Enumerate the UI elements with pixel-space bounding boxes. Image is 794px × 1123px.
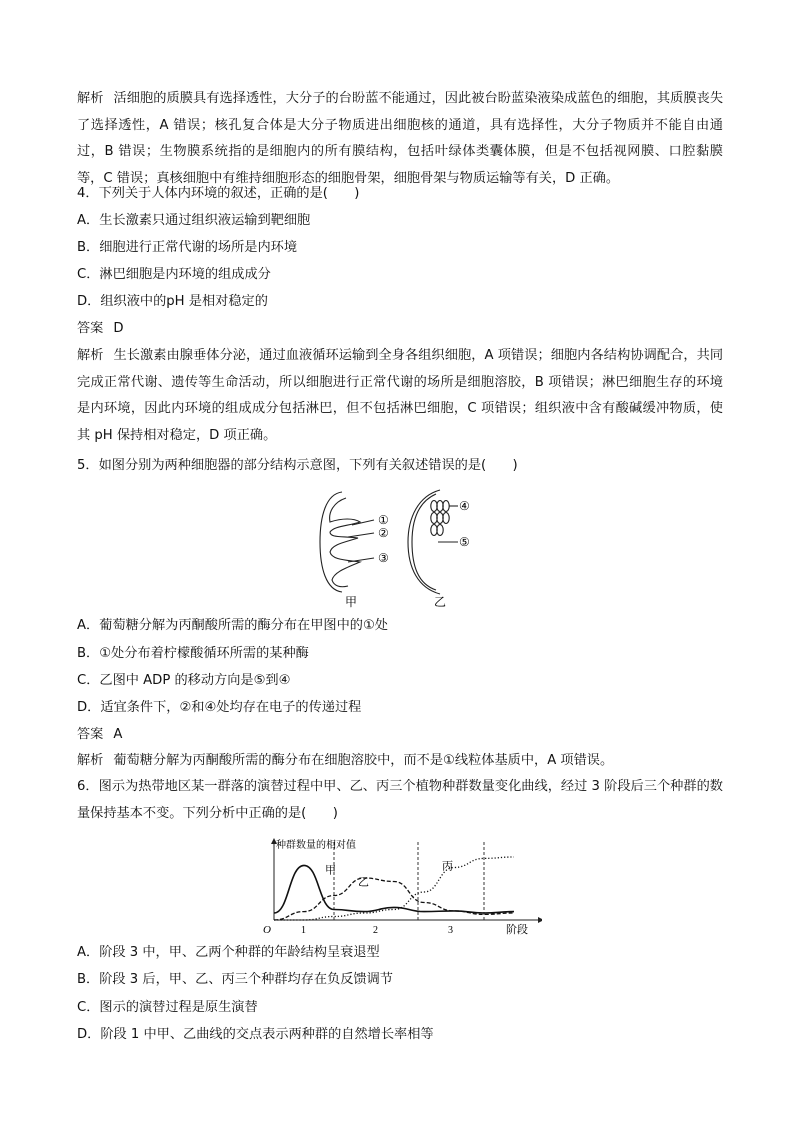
analysis-text: 葡萄糖分解为丙酮酸所需的酶分布在细胞溶胶中，而不是①线粒体基质中，A 项错误。 (113, 753, 614, 768)
chloroplast-figure (408, 490, 458, 594)
figure-label-jia: 甲 (345, 595, 358, 609)
x-tick-label: 2 (373, 925, 378, 936)
origin-label: O (263, 924, 271, 936)
q4-option-c: C．淋巴细胞是内环境的组成成分 (77, 267, 271, 282)
q5-option-c: C．乙图中 ADP 的移动方向是⑤到④ (77, 673, 291, 688)
series-label: 乙 (358, 876, 369, 889)
analysis-text: 生长激素由腺垂体分泌，通过血液循环运输到全身各组织细胞，A 项错误；细胞内各结构协调配合，共同完成正常代谢、遗传等生命活动，所以细胞进行正常代谢的场所是细胞溶胶，B 项错误；淋巴细胞生存的环境是内环境，因此内环境的组成成分包括淋巴，但不包括淋巴细胞，C 项错误；组织液中含有酸碱缓冲物质，使其 pH 保持相对稳定，D 项正确。 (77, 348, 724, 443)
mark-5: ⑤ (459, 535, 470, 549)
question-4-stem: 4．下列关于人体内环境的叙述，正确的是( ) (77, 186, 360, 201)
q6-option-b: B．阶段 3 后，甲、乙、丙三个种群均存在负反馈调节 (77, 972, 393, 987)
y-axis-label: 种群数量的相对值 (276, 840, 356, 851)
succession-chart (262, 834, 542, 940)
series-line-1 (274, 878, 514, 920)
q6-option-a: A．阶段 3 中，甲、乙两个种群的年龄结构呈衰退型 (77, 945, 380, 960)
mark-1: ① (378, 513, 389, 527)
analysis-paragraph-q4 (77, 343, 723, 449)
mark-2: ② (378, 526, 389, 540)
question-6-stem: 6．图示为热带地区某一群落的演替过程中甲、乙、丙三个植物种群数量变化曲线，经过 3 阶段后三个种群的数量保持基本不变。下列分析中正确的是( ) (77, 779, 723, 821)
mark-3: ③ (378, 551, 389, 565)
q4-option-d: D．组织液中的pH 是相对稳定的 (77, 294, 268, 309)
series-label: 丙 (442, 860, 453, 873)
analysis-label: 解析 (77, 753, 104, 768)
analysis-paragraph-q3 (77, 86, 723, 192)
q4-answer (77, 316, 723, 343)
organelle-diagram (318, 486, 488, 610)
mitochondrion-figure (320, 492, 374, 592)
series-label: 甲 (325, 864, 336, 877)
q6-option-d: D．阶段 1 中甲、乙曲线的交点表示两种群的自然增长率相等 (77, 1027, 434, 1042)
series-line-0 (274, 865, 514, 913)
question-5-stem: 5．如图分别为两种细胞器的部分结构示意图，下列有关叙述错误的是( ) (77, 458, 518, 473)
answer-label: 答案 (77, 727, 104, 742)
q5-option-a: A．葡萄糖分解为丙酮酸所需的酶分布在甲图中的①处 (77, 618, 388, 633)
q4-option-a: A．生长激素只通过组织液运输到靶细胞 (77, 213, 311, 228)
x-tick-label: 1 (301, 925, 306, 936)
analysis-text: 活细胞的质膜具有选择透性，大分子的台盼蓝不能通过，因此被台盼蓝染液染成蓝色的细胞，其质膜丧失了选择透性，A 错误；核孔复合体是大分子物质进出细胞核的通道，具有选择性，大分子物质并不能自由通过，B 错误；生物膜系统指的是细胞内的所有膜结构，包括叶绿体类囊体膜，但是不包括视网膜、口腔黏膜等，C 错误；真核细胞中有维持细胞形态的细胞骨架，细胞骨架与物质运输等有关，D 正确。 (77, 91, 724, 186)
chart-series-layer (274, 840, 514, 936)
x-tick-label: 3 (448, 925, 453, 936)
mark-4: ④ (459, 499, 470, 513)
analysis-label: 解析 (77, 348, 104, 363)
x-axis-label: 阶段 (506, 924, 528, 936)
analysis-paragraph-q5 (77, 748, 723, 775)
q5-option-b: B．①处分布着柠檬酸循环所需的某种酶 (77, 646, 309, 661)
q6-option-c: C．图示的演替过程是原生演替 (77, 1000, 258, 1015)
answer-value: A (113, 727, 123, 742)
answer-label: 答案 (77, 321, 104, 336)
answer-value: D (113, 321, 124, 336)
x-axis-arrow (538, 917, 542, 923)
analysis-label: 解析 (77, 91, 104, 106)
q5-answer (77, 722, 723, 749)
q4-option-b: B．细胞进行正常代谢的场所是内环境 (77, 240, 298, 255)
q5-option-d: D．适宜条件下，②和④处均存在电子的传递过程 (77, 700, 362, 715)
figure-label-yi: 乙 (434, 595, 447, 609)
